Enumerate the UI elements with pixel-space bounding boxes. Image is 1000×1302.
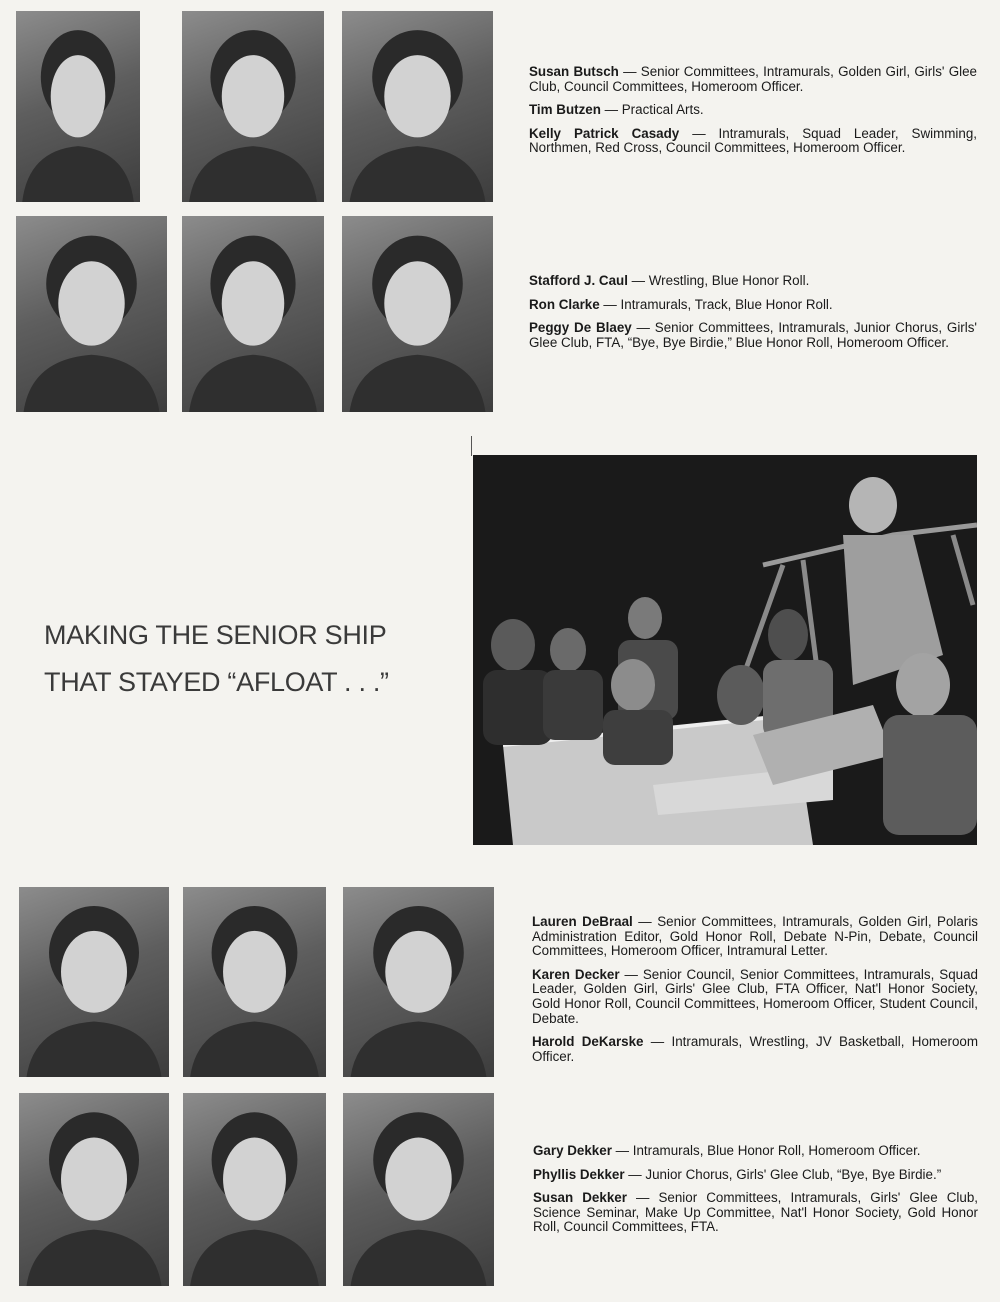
portrait-shoulders <box>190 1021 319 1077</box>
portrait-stafford-caul <box>16 216 167 412</box>
portrait-face <box>58 261 124 345</box>
portrait-peggy-de-blaey <box>342 216 493 412</box>
senior-name: Susan Butsch <box>529 64 619 79</box>
portrait-face <box>222 261 284 345</box>
senior-entry <box>529 274 977 289</box>
senior-name: Tim Butzen <box>529 102 601 118</box>
portrait-susan-butsch <box>16 11 140 202</box>
senior-activities: — Senior Committees, Intramurals, Junior Chorus, Girls' Glee Club, FTA, “Bye, Bye Birdie,” Blue Honor Roll, Homeroom Officer. <box>529 320 977 350</box>
portrait-shoulders <box>189 355 317 412</box>
portrait-shoulders <box>24 355 160 412</box>
portrait-harold-dekarske <box>343 887 494 1077</box>
portrait-kelly-casady <box>342 11 493 202</box>
portrait-silhouette <box>19 887 169 1077</box>
portrait-silhouette <box>342 11 493 202</box>
caption-group-2 <box>529 274 977 359</box>
senior-activities: — Practical Arts. <box>600 102 704 118</box>
page-headline <box>44 612 464 706</box>
senior-name: Karen Decker <box>532 966 620 982</box>
senior-entry <box>529 127 977 156</box>
senior-activities: — Intramurals, Track, Blue Honor Roll. <box>599 296 833 312</box>
senior-entry <box>533 1191 978 1235</box>
portrait-face <box>51 55 106 137</box>
portrait-lauren-debraal <box>19 887 169 1077</box>
portrait-face <box>384 55 450 137</box>
portrait-shoulders <box>350 146 486 202</box>
portrait-shoulders <box>189 146 317 202</box>
senior-name: Lauren DeBraal <box>532 914 633 929</box>
senior-activities: — Intramurals, Blue Honor Roll, Homeroom Officer. <box>611 1143 921 1158</box>
portrait-silhouette <box>183 887 326 1077</box>
portrait-susan-dekker <box>343 1093 494 1286</box>
photo-rule <box>471 436 472 456</box>
senior-name: Harold DeKarske <box>532 1034 644 1050</box>
senior-activities: — Senior Committees, Intramurals, Golden Girl, Polaris Administration Editor, Gold Honor Roll, Debate N-Pin, Debate, Council Committees, Homeroom Officer, Intramural Letter. <box>532 914 978 959</box>
portrait-face <box>385 1138 451 1221</box>
portrait-silhouette <box>16 216 167 412</box>
senior-entry <box>532 968 978 1026</box>
senior-entry <box>532 1035 978 1064</box>
portrait-silhouette <box>343 887 494 1077</box>
portrait-silhouette <box>343 1093 494 1286</box>
senior-entry <box>533 1144 978 1159</box>
senior-entry <box>529 65 977 94</box>
senior-entry <box>529 298 977 313</box>
portrait-silhouette <box>182 216 324 412</box>
portrait-shoulders <box>351 1021 487 1077</box>
senior-entry <box>529 321 977 350</box>
senior-activities: — Wrestling, Blue Honor Roll. <box>627 273 810 288</box>
senior-name: Gary Dekker <box>533 1143 612 1158</box>
caption-group-4 <box>533 1144 978 1244</box>
senior-entry <box>532 915 978 959</box>
portrait-ron-clarke <box>182 216 324 412</box>
senior-name: Peggy De Blaey <box>529 320 632 336</box>
group-photo <box>473 455 977 845</box>
portrait-tim-butzen <box>182 11 324 202</box>
senior-activities: — Intramurals, Wrestling, JV Basketball, Homeroom Officer. <box>532 1034 979 1064</box>
senior-name: Phyllis Dekker <box>533 1166 625 1182</box>
senior-name: Ron Clarke <box>529 296 600 312</box>
portrait-face <box>223 931 286 1013</box>
portrait-silhouette <box>16 11 140 202</box>
caption-group-3 <box>532 915 978 1073</box>
senior-entry <box>529 103 977 118</box>
senior-entry <box>533 1168 978 1183</box>
senior-activities: — Senior Committees, Intramurals, Girls' Glee Club, Science Seminar, Make Up Committee, Nat'l Honor Society, Gold Honor Roll, Council Committees, FTA. <box>533 1190 979 1235</box>
caption-group-1 <box>529 65 977 165</box>
portrait-silhouette <box>19 1093 169 1286</box>
group-photo-image <box>473 455 977 845</box>
portrait-face <box>61 931 127 1013</box>
portrait-gary-dekker <box>19 1093 169 1286</box>
portrait-shoulders <box>27 1230 162 1286</box>
portrait-phyllis-dekker <box>183 1093 326 1286</box>
portrait-face <box>222 55 284 137</box>
portrait-shoulders <box>350 355 486 412</box>
senior-activities: — Junior Chorus, Girls' Glee Club, “Bye, Bye Birdie.” <box>624 1166 942 1182</box>
portrait-shoulders <box>351 1230 487 1286</box>
senior-activities: — Senior Council, Senior Committees, Intramurals, Squad Leader, Golden Girl, Girls' Glee Club, FTA Officer, Nat'l Honor Society, Gold Honor Roll, Council Committees, Homeroom Officer, Student Council, Debate. <box>532 966 978 1026</box>
portrait-shoulders <box>190 1230 319 1286</box>
headline-line-1: MAKING THE SENIOR SHIP <box>44 620 387 650</box>
senior-activities: — Senior Committees, Intramurals, Golden Girl, Girls' Glee Club, Council Committees, Homeroom Officer. <box>529 64 977 94</box>
portrait-silhouette <box>342 216 493 412</box>
portrait-silhouette <box>182 11 324 202</box>
senior-activities: — Intramurals, Squad Leader, Swimming, Northmen, Red Cross, Council Committees, Homeroom Officer. <box>529 125 977 156</box>
portrait-face <box>384 261 450 345</box>
portrait-face <box>223 1138 286 1221</box>
portrait-shoulders <box>22 146 134 202</box>
portrait-shoulders <box>27 1021 162 1077</box>
senior-name: Susan Dekker <box>533 1190 627 1206</box>
portrait-face <box>61 1138 127 1221</box>
senior-name: Stafford J. Caul <box>529 273 628 288</box>
portrait-karen-decker <box>183 887 326 1077</box>
portrait-face <box>385 931 451 1013</box>
portrait-silhouette <box>183 1093 326 1286</box>
headline-line-2: THAT STAYED “AFLOAT . . .” <box>44 667 389 697</box>
senior-name: Kelly Patrick Casady <box>529 125 680 141</box>
